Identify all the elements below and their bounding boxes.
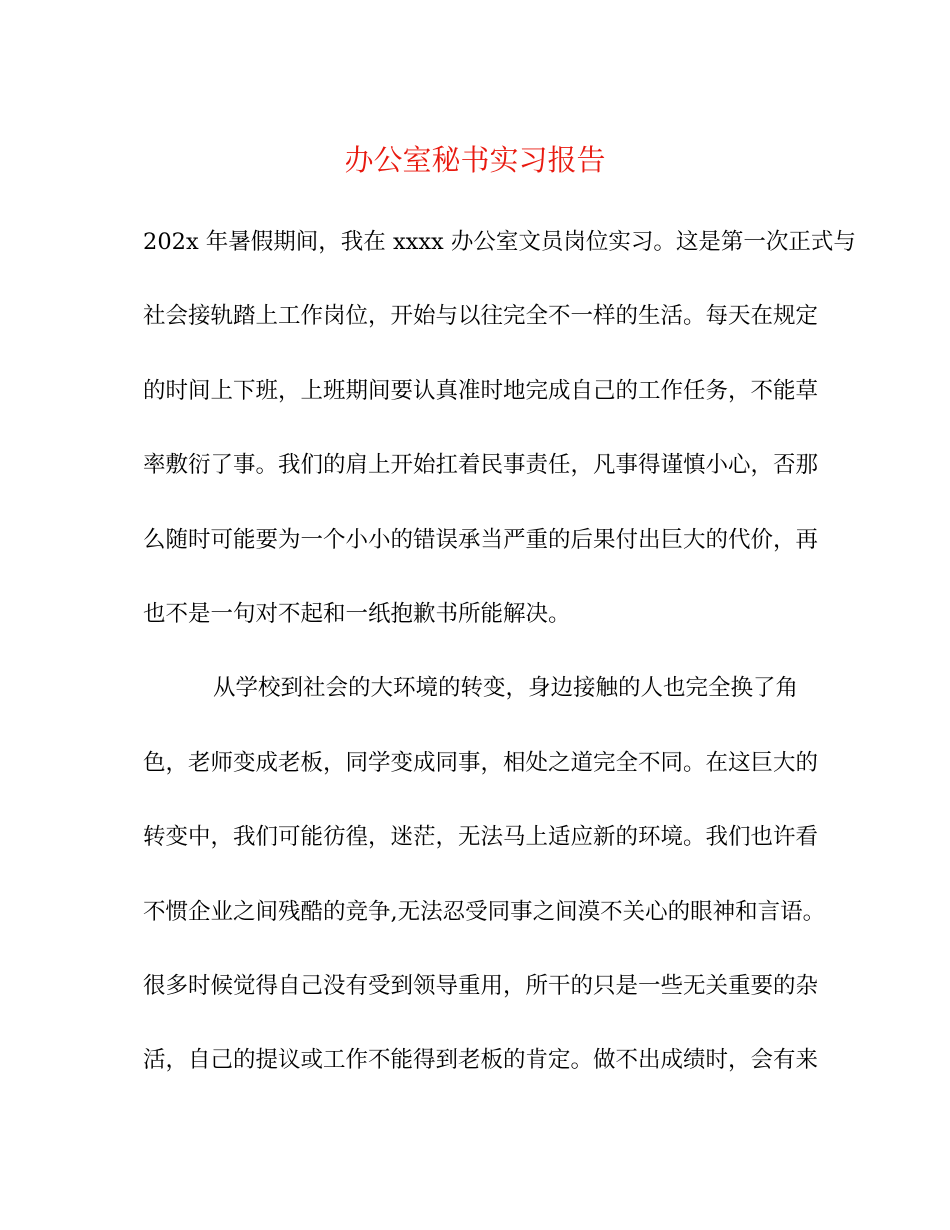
paragraph-line: 率敷衍了事。我们的肩上开始扛着民事责任，凡事得谨慎小心，否那 — [143, 452, 819, 479]
paragraph-line: 202x 年暑假期间，我在 xxxx 办公室文员岗位实习。这是第一次正式与 — [143, 229, 856, 255]
paragraph-line: 的时间上下班，上班期间要认真准时地完成自己的工作任务，不能草 — [143, 377, 819, 404]
paragraph-line: 活，自己的提议或工作不能得到老板的肯定。做不出成绩时，会有来 — [143, 1047, 819, 1074]
paragraph-line: 不惯企业之间残酷的竞争,无法忍受同事之间漠不关心的眼神和言语。 — [143, 898, 826, 925]
paragraph-line: 也不是一句对不起和一纸抱歉书所能解决。 — [143, 600, 571, 627]
document-body — [143, 222, 856, 1115]
paragraph-line: 从学校到社会的大环境的转变，身边接触的人也完全换了角 — [213, 675, 799, 702]
document-title: 办公室秘书实习报告 — [344, 143, 606, 177]
paragraph-line: 色，老师变成老板，同学变成同事，相处之道完全不同。在这巨大的 — [143, 749, 819, 776]
paragraph-line: 社会接轨踏上工作岗位，开始与以往完全不一样的生活。每天在规定 — [143, 303, 819, 330]
paragraph-line: 很多时候觉得自己没有受到领导重用，所干的只是一些无关重要的杂 — [143, 972, 819, 999]
paragraph-line: 么随时可能要为一个小小的错误承当严重的后果付出巨大的代价，再 — [143, 526, 819, 553]
paragraph-line: 转变中，我们可能彷徨，迷茫，无法马上适应新的环境。我们也许看 — [143, 824, 819, 851]
